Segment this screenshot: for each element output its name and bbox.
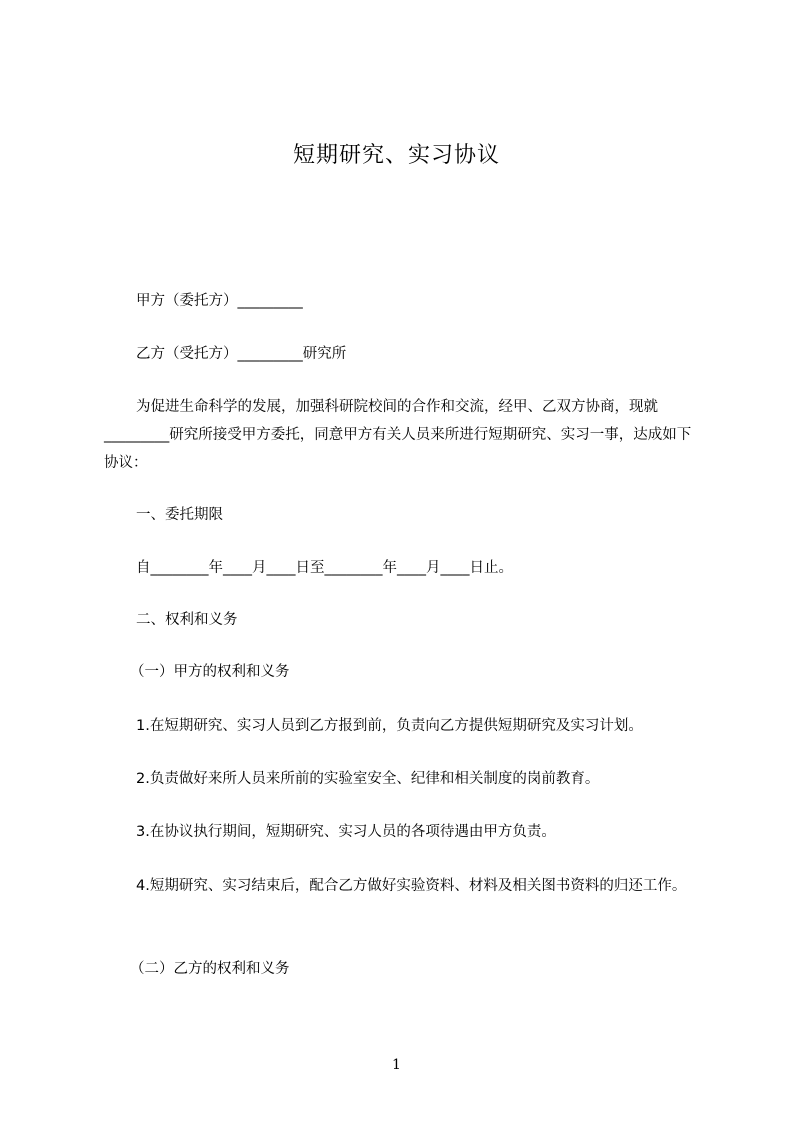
party-a-item-3: 3.在协议执行期间，短期研究、实习人员的各项待遇由甲方负责。 bbox=[136, 824, 556, 840]
section-2-heading: 二、权利和义务 bbox=[136, 612, 238, 628]
party-b-rights-heading: （二）乙方的权利和义务 bbox=[130, 961, 290, 977]
intro-paragraph: 为促进生命科学的发展，加强科研院校间的合作和交流，经甲、乙双方协商，现就_________研究所接受甲方委托，同意甲方有关人员来所进行短期研究、实习一事，达成如下协议： bbox=[104, 399, 692, 471]
agreement-period: 自________年____月____日至________年____月____日止。 bbox=[136, 560, 513, 576]
page-number: 1 bbox=[392, 1057, 401, 1073]
page-title: 短期研究、实习协议 bbox=[292, 143, 500, 168]
party-a-line: 甲方（委托方）_________ bbox=[136, 293, 303, 309]
section-1-heading: 一、委托期限 bbox=[136, 507, 223, 523]
party-a-item-2: 2.负责做好来所人员来所前的实验室安全、纪律和相关制度的岗前教育。 bbox=[136, 771, 600, 787]
party-b-line: 乙方（受托方）_________研究所 bbox=[136, 346, 347, 362]
party-a-rights-heading: （一）甲方的权利和义务 bbox=[130, 664, 290, 680]
party-a-item-1: 1.在短期研究、实习人员到乙方报到前，负责向乙方提供短期研究及实习计划。 bbox=[136, 718, 643, 734]
party-a-item-4: 4.短期研究、实习结束后，配合乙方做好实验资料、材料及相关图书资料的归还工作。 bbox=[136, 878, 687, 894]
